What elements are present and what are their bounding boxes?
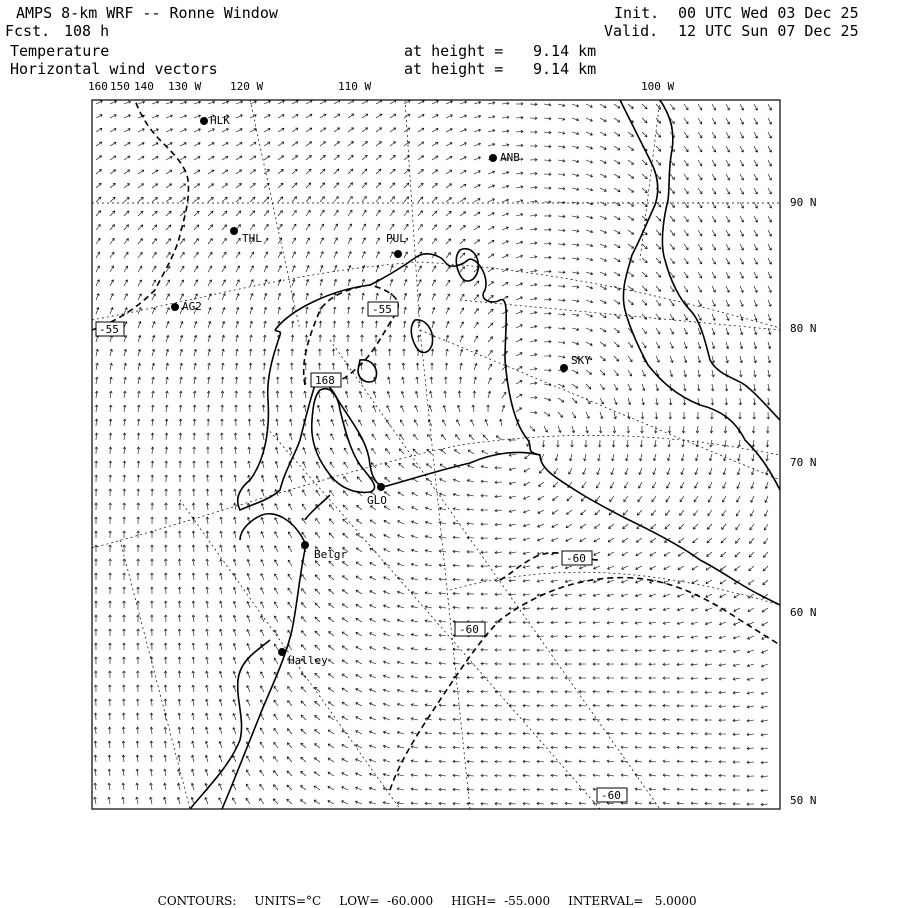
height-label-1: at height = [404, 42, 504, 60]
map-frame [92, 100, 780, 809]
lon-label-130w: 130 W [168, 80, 202, 93]
height-label-2: at height = [404, 60, 504, 78]
station-dot-hlk [200, 117, 208, 125]
footer-contours: CONTOURS: [157, 894, 237, 908]
lon-label-100w: 100 W [641, 80, 675, 93]
station-dot-halley [278, 648, 286, 656]
init-label: Init. [614, 4, 660, 22]
station-dot-glo [377, 483, 385, 491]
forecast-value: 108 h [64, 22, 110, 40]
lon-label-120w: 120 W [230, 80, 264, 93]
station-dot-ag2 [171, 303, 179, 311]
station-dot-anb [489, 154, 497, 162]
contour-label-minus60-a: -60 [566, 552, 586, 565]
lon-label-160: 160 [88, 80, 108, 93]
height-value-2: 9.14 km [533, 60, 597, 78]
station-dot-belgr [301, 541, 309, 549]
contour-label-168: 168 [315, 374, 335, 387]
station-label-belgr: Belgr [314, 548, 348, 561]
footer-low: LOW= -60.000 [339, 894, 434, 908]
field-wind: Horizontal wind vectors [10, 60, 218, 78]
footer-high: HIGH= -55.000 [451, 894, 551, 908]
station-dot-sky [560, 364, 568, 372]
contour-info-footer [150, 880, 715, 908]
contour-label-minus55-center: -55 [372, 303, 392, 316]
station-dot-thl [230, 227, 238, 235]
station-label-thl: THL [242, 232, 262, 245]
footer-units: UNITS=°C [254, 894, 322, 908]
map-title: AMPS 8-km WRF -- Ronne Window [16, 4, 278, 22]
lat-label-60n: 60 N [790, 606, 817, 619]
init-value: 00 UTC Wed 03 Dec 25 [678, 4, 859, 22]
contour-label-minus55-west: -55 [99, 323, 119, 336]
lon-label-150: 150 [110, 80, 130, 93]
station-label-sky: SKY [571, 354, 591, 367]
lon-label-140: 140 [134, 80, 154, 93]
contour-label-minus60-c: -60 [601, 789, 621, 802]
valid-value: 12 UTC Sun 07 Dec 25 [678, 22, 859, 40]
station-label-glo: GLO [367, 494, 387, 507]
lat-label-90n: 90 N [790, 196, 817, 209]
station-label-hlk: HLK [210, 114, 230, 127]
station-label-ag2: AG2 [182, 300, 202, 313]
station-label-pul: PUL [386, 232, 406, 245]
lat-label-80n: 80 N [790, 322, 817, 335]
forecast-label: Fcst. [5, 22, 51, 40]
lat-label-70n: 70 N [790, 456, 817, 469]
height-value-1: 9.14 km [533, 42, 597, 60]
station-label-halley: Halley [288, 654, 328, 667]
station-label-anb: ANB [500, 151, 520, 164]
valid-label: Valid. [604, 22, 659, 40]
field-temperature: Temperature [10, 42, 110, 60]
footer-interval: INTERVAL= 5.0000 [568, 894, 697, 908]
station-dot-pul [394, 250, 402, 258]
contour-label-minus60-b: -60 [459, 623, 479, 636]
lat-label-50n: 50 N [790, 794, 817, 807]
lon-label-110w: 110 W [338, 80, 372, 93]
